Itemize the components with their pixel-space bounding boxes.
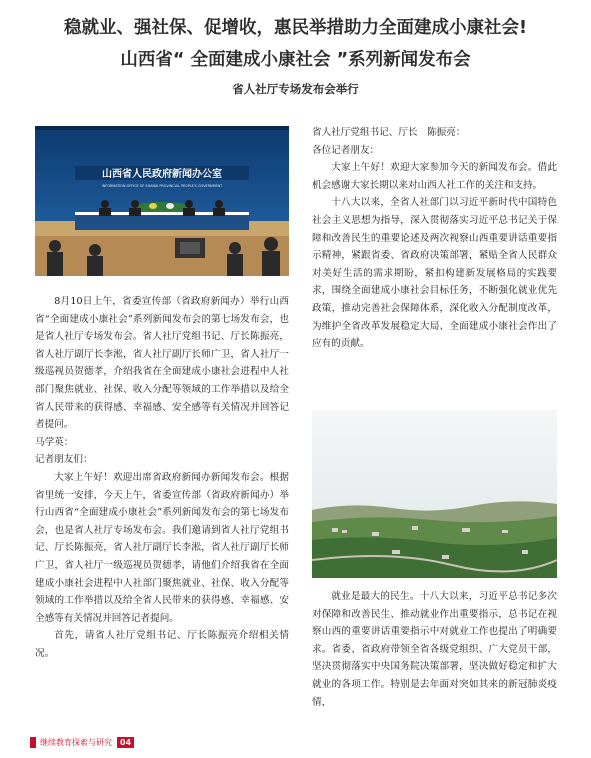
paragraph: 十八大以来，全省人社部门以习近平新时代中国特色社会主义思想为指导，深入贯彻落实习近平总书记关于保障和改善民生的重要论述及两次视察山西重要讲话重要指示精神，紧跟省委、省政府决策部署，紧贴全省人民群众对美好生活的需求期盼，紧扣构建新发展格局的实践要求，围绕全面建成小康社会目标任务，不断强化就业优先政策，推动完善社会保障体系，深化收入分配制度改革，为维护全省改革发展稳定大局、全面建成小康社会作出了应有的贡献。: [312, 197, 557, 350]
footer-accent-bar: [30, 737, 36, 748]
paragraph: 各位记者朋友：: [312, 144, 380, 156]
journal-name: 继续教育探索与研究: [40, 738, 112, 747]
page-number: 04: [117, 737, 134, 748]
left-column-text: [35, 293, 289, 662]
paragraph: 8月10日上午，省委宣传部（省政府新闻办）举行山西省“全面建成小康社会”系列新闻发布会的第七场发布会，也是省人社厅专场发布会。省人社厅党组书记、厅长陈振亮，省人社厅副厅长李淞，省人社厅副厅长师广卫，省人社厅一级巡视员贺德孝，介绍我省在全面建成小康社会进程中人社部门聚焦就业、社保、收入分配等领域的工作举措以及给全省人民带来的获得感、幸福感、安全感等有关情况并回答记者提问。: [35, 296, 289, 431]
paragraph: 省人社厅党组书记、厅长 陈振亮：: [312, 127, 466, 138]
banner-text: 山西省人民政府新闻办公室: [102, 169, 222, 180]
aerial-landscape-photo: [312, 410, 557, 578]
right-column-text-lower: [312, 588, 557, 711]
paragraph: 大家上午好！欢迎大家参加今天的新闻发布会。借此机会感谢大家长期以来对山西人社工作的关注和支持。: [312, 162, 557, 191]
press-conference-photo: [35, 126, 289, 276]
page-title-line2: 山西省“ 全面建成小康社会 ”系列新闻发布会: [120, 50, 471, 70]
paragraph: 记者朋友们：: [35, 454, 93, 466]
right-column-text: [312, 124, 557, 353]
paragraph: 就业是最大的民生。十八大以来，习近平总书记多次对保障和改善民生、推动就业作出重要指示，总书记在视察山西的重要讲话重要指示中对就业工作也提出了明确要求。省委、省政府带领全省各级党组织、广大党员干部，坚决贯彻落实中央国务院决策部署，坚决做好稳定和扩大就业的各项工作。特别是去年面对突如其来的新冠肺炎疫情，: [312, 591, 557, 708]
page-footer: [30, 737, 134, 748]
paragraph: 大家上午好！欢迎出席省政府新闻办新闻发布会。根据省里统一安排，今天上午，省委宣传部（省政府新闻办）举行山西省“全面建成小康社会”系列新闻发布会的第七场发布会，也是省人社厅专场发布会。我们邀请到省人社厅党组书记、厅长陈振亮，省人社厅副厅长李淞，省人社厅副厅长师广卫，省人社厅一级巡视员贺德孝，请他们介绍我省在全面建成小康社会进程中人社部门聚焦就业、社保、收入分配等领域的工作举措以及给全省人民带来的获得感、幸福感、安全感等有关情况并回答记者提问。: [35, 471, 289, 624]
page-title-line1: 稳就业、强社保、促增收，惠民举措助力全面建成小康社会!: [64, 18, 527, 38]
banner-subtext: INFORMATION OFFICE OF SHANXI PROVINCIAL PEOPLE'S GOVERNMENT: [101, 184, 223, 188]
paragraph: 马学英：: [35, 436, 74, 448]
page-subtitle: 省人社厅专场发布会举行: [232, 82, 359, 96]
paragraph: 首先，请省人社厅党组书记、厅长陈振亮介绍相关情况。: [35, 630, 289, 659]
